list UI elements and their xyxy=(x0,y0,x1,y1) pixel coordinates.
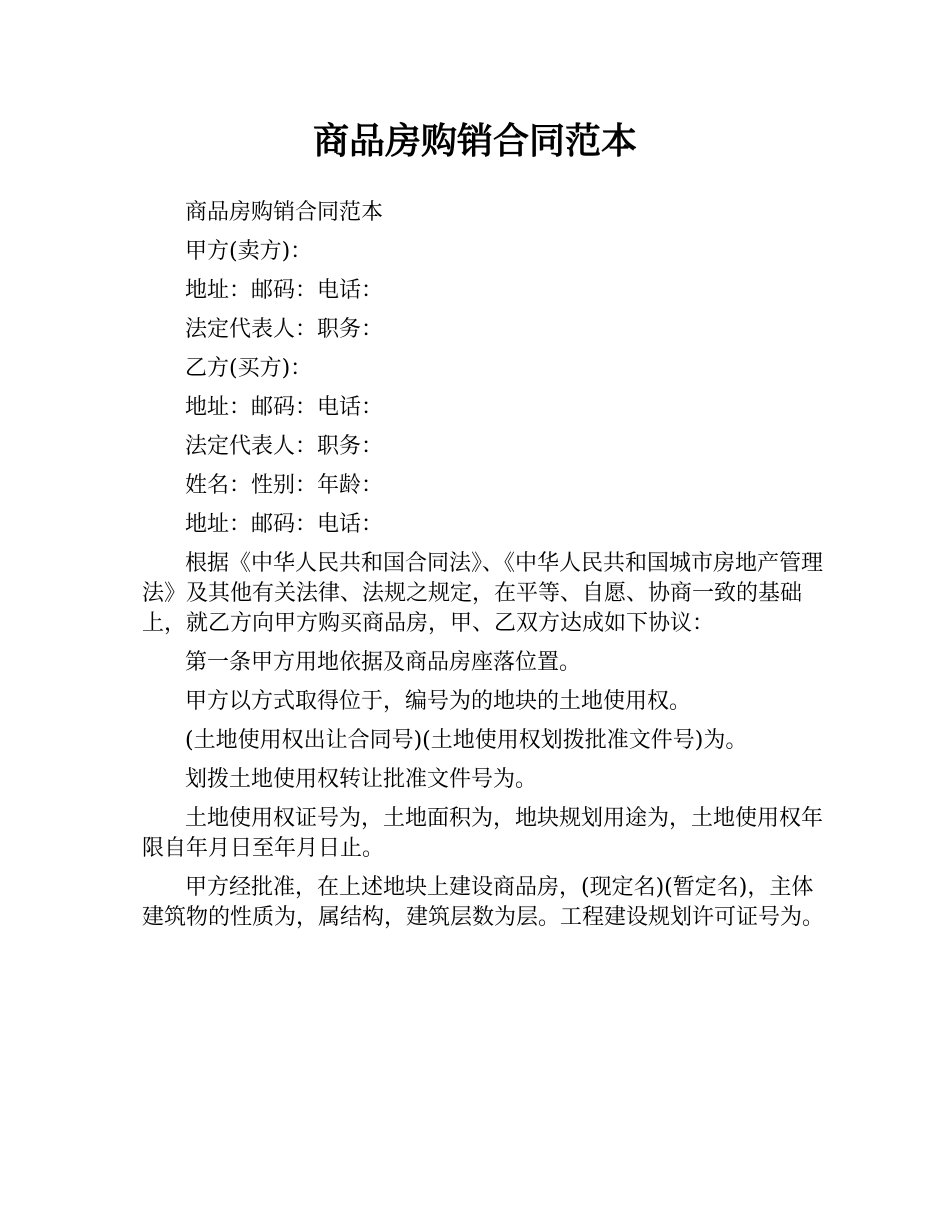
paragraph-contract-numbers: (土地使用权出让合同号)(土地使用权划拨批准文件号)为。 xyxy=(185,728,748,753)
paragraph-transfer-approval: 划拨土地使用权转让批准文件号为。 xyxy=(185,767,538,792)
paragraph-construction: 甲方经批准，在上述地块上建设商品房，(现定名)(暂定名)，主体建筑物的性质为，属结构，建筑层数为层。工程建设规划许可证号为。 xyxy=(142,875,825,930)
paragraph-subtitle: 商品房购销合同范本 xyxy=(185,200,384,225)
paragraph-legal-basis: 根据《中华人民共和国合同法》、《中华人民共和国城市房地产管理法》及其他有关法律、法规之规定，在平等、自愿、协商一致的基础上，就乙方向甲方购买商品房，甲、乙双方达成如下协议： xyxy=(142,551,824,636)
paragraph-land-right: 甲方以方式取得位于，编号为的地块的土地使用权。 xyxy=(185,689,692,714)
document-body xyxy=(142,198,832,942)
paragraph-article-one: 第一条甲方用地依据及商品房座落位置。 xyxy=(185,650,582,675)
paragraph-party-b: 乙方(买方)： xyxy=(185,356,313,381)
paragraph-party-a-representative: 法定代表人：职务： xyxy=(185,317,384,342)
document-title: 商品房购销合同范本 xyxy=(312,121,637,162)
paragraph-party-b-representative: 法定代表人：职务： xyxy=(185,434,384,459)
paragraph-party-b-address: 地址：邮码：电话： xyxy=(185,395,384,420)
paragraph-party-b-personal-address: 地址：邮码：电话： xyxy=(185,512,384,537)
paragraph-party-b-personal: 姓名：性别：年龄： xyxy=(185,473,384,498)
paragraph-party-a: 甲方(卖方)： xyxy=(185,239,313,264)
paragraph-land-certificate: 土地使用权证号为，土地面积为，地块规划用途为，土地使用权年限自年月日至年月日止。 xyxy=(142,806,824,861)
paragraph-party-a-address: 地址：邮码：电话： xyxy=(185,278,384,303)
